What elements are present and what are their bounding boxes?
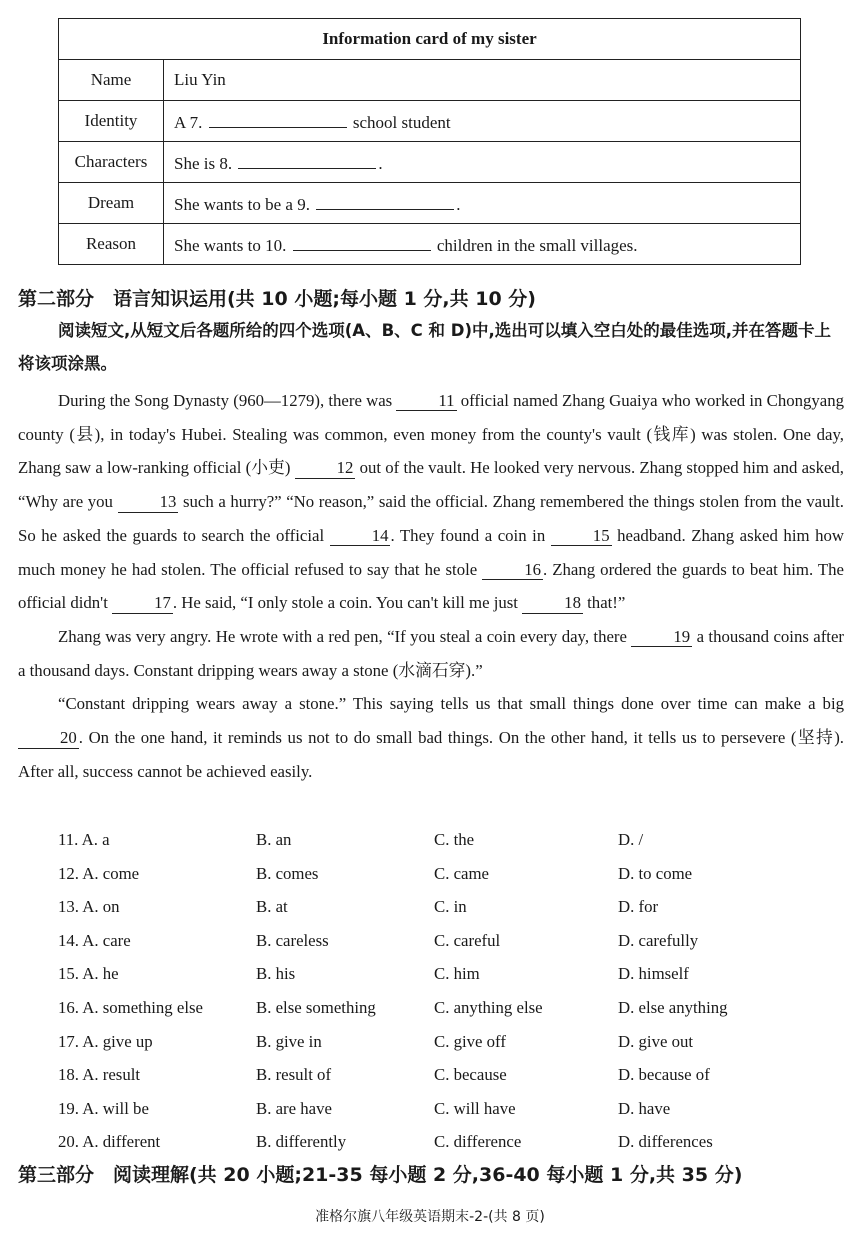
question-options-row <box>58 857 728 891</box>
option-d[interactable]: D. to come <box>618 863 693 883</box>
option-b[interactable]: B. are have <box>256 1098 332 1118</box>
info-card-table <box>58 18 801 265</box>
option-d[interactable]: D. for <box>618 897 659 917</box>
info-card-row <box>59 101 801 142</box>
option-b[interactable]: B. give in <box>256 1031 322 1051</box>
option-a[interactable]: 14. A. care <box>58 930 131 950</box>
answer-blank-10[interactable] <box>293 233 431 251</box>
row-value: She is 8. . <box>164 142 801 183</box>
question-options-row <box>58 924 728 958</box>
answer-blank-9[interactable] <box>316 192 454 210</box>
row-value: Liu Yin <box>164 60 801 101</box>
passage-paragraph: During the Song Dynasty (960—1279), there was 11 official named Zhang Guaiya who worked in Chongyang county (县), in today's Hubei. Stealing was common, even money from the county's vault (钱库) was stolen. One day, Zhang saw a low-ranking official (小吏) 12 out of the vault. He looked very nervous. Zhang stopped him and asked, “Why are you 13 such a hurry?” “No reason,” said the official. Zhang remembered the things stolen from the vault. So he asked the guards to search the official 14 . They found a coin in 15 headband. Zhang asked him how much money he had stolen. The official refused to say that he stole 16 . Zhang ordered the guards to beat him. The official didn't 17 . He said, “I only stole a coin. You can't kill me just 18 that!” <box>18 391 845 613</box>
option-c[interactable]: C. in <box>434 897 467 917</box>
blank-number[interactable]: 13 <box>118 493 179 512</box>
row-label: Name <box>59 60 164 101</box>
option-a[interactable]: 18. A. result <box>58 1065 141 1085</box>
row-value: She wants to be a 9. . <box>164 183 801 224</box>
blank-number[interactable]: 17 <box>112 594 173 613</box>
blank-number[interactable]: 11 <box>396 392 456 411</box>
option-c[interactable]: C. anything else <box>434 997 543 1017</box>
option-d[interactable]: D. himself <box>618 964 689 984</box>
option-b[interactable]: B. result of <box>256 1065 332 1085</box>
blank-number[interactable]: 15 <box>551 527 612 546</box>
option-a[interactable]: 11. A. a <box>58 830 110 849</box>
answer-blank-8[interactable] <box>238 151 376 169</box>
passage-paragraph: Zhang was very angry. He wrote with a red pen, “If you steal a coin every day, there 19 a thousand coins after a thousand days. Constant dripping wears away a stone (水滴石穿).” <box>18 626 845 680</box>
answer-blank-7[interactable] <box>209 110 347 128</box>
question-options-row <box>58 823 728 857</box>
option-a[interactable]: 12. A. come <box>58 863 140 883</box>
row-label: Dream <box>59 183 164 224</box>
question-options-row <box>58 957 728 991</box>
cloze-passage <box>18 384 844 788</box>
blank-number[interactable]: 14 <box>330 527 391 546</box>
option-a[interactable]: 20. A. different <box>58 1132 161 1152</box>
info-card-title: Information card of my sister <box>59 19 801 60</box>
row-label: Identity <box>59 101 164 142</box>
blank-number[interactable]: 19 <box>631 628 692 647</box>
option-b[interactable]: B. comes <box>256 863 319 883</box>
option-d[interactable]: D. have <box>618 1098 671 1118</box>
option-b[interactable]: B. his <box>256 964 296 984</box>
option-c[interactable]: C. give off <box>434 1031 506 1051</box>
passage-paragraph: “Constant dripping wears away a stone.” This saying tells us that small things done over time can make a big 20 . On the one hand, it reminds us not to do small bad things. On the other hand, it tells us to persevere (坚持). After all, success cannot be achieved easily. <box>18 694 844 781</box>
page-footer: 准格尔旗八年级英语期末-2-(共 8 页) <box>315 1209 545 1225</box>
row-value: A 7. school student <box>164 101 801 142</box>
info-card-row <box>59 142 801 183</box>
option-c[interactable]: C. came <box>434 863 489 883</box>
option-b[interactable]: B. at <box>256 897 288 917</box>
blank-number[interactable]: 12 <box>295 459 356 478</box>
option-d[interactable]: D. / <box>618 830 644 849</box>
question-options-row <box>58 1058 728 1092</box>
option-a[interactable]: 16. A. something else <box>58 997 203 1017</box>
info-card-row <box>59 60 801 101</box>
part3-heading: 第三部分 阅读理解(共 20 小题;21-35 每小题 2 分,36-40 每小题 1 分,共 35 分) <box>18 1164 743 1186</box>
option-b[interactable]: B. an <box>256 830 292 849</box>
option-c[interactable]: C. him <box>434 964 480 984</box>
option-a[interactable]: 15. A. he <box>58 964 119 984</box>
option-d[interactable]: D. differences <box>618 1132 713 1152</box>
info-card-row <box>59 183 801 224</box>
part2-heading: 第二部分 语言知识运用(共 10 小题;每小题 1 分,共 10 分) <box>18 288 536 310</box>
option-c[interactable]: C. difference <box>434 1132 522 1152</box>
answer-options <box>58 823 728 1159</box>
question-options-row <box>58 1025 728 1059</box>
option-d[interactable]: D. give out <box>618 1031 694 1051</box>
option-c[interactable]: C. careful <box>434 930 501 950</box>
row-label: Reason <box>59 224 164 265</box>
option-a[interactable]: 17. A. give up <box>58 1031 153 1051</box>
blank-number[interactable]: 16 <box>482 561 543 580</box>
row-label: Characters <box>59 142 164 183</box>
option-c[interactable]: C. will have <box>434 1098 516 1118</box>
option-d[interactable]: D. carefully <box>618 930 699 950</box>
blank-number[interactable]: 20 <box>18 729 79 748</box>
option-c[interactable]: C. the <box>434 830 475 849</box>
blank-number[interactable]: 18 <box>522 594 583 613</box>
info-card-row <box>59 224 801 265</box>
question-options-row <box>58 991 728 1025</box>
option-b[interactable]: B. else something <box>256 997 376 1017</box>
option-c[interactable]: C. because <box>434 1065 507 1085</box>
option-a[interactable]: 19. A. will be <box>58 1098 149 1118</box>
part2-instruction: 阅读短文,从短文后各题所给的四个选项(A、B、C 和 D)中,选出可以填入空白处的最佳选项,并在答题卡上将该项涂黑。 <box>18 321 832 373</box>
option-d[interactable]: D. else anything <box>618 997 728 1017</box>
question-options-row <box>58 890 728 924</box>
row-value: She wants to 10. children in the small villages. <box>164 224 801 265</box>
question-options-row <box>58 1125 728 1159</box>
option-d[interactable]: D. because of <box>618 1065 710 1085</box>
option-b[interactable]: B. careless <box>256 930 329 950</box>
option-b[interactable]: B. differently <box>256 1132 347 1152</box>
question-options-row <box>58 1092 728 1126</box>
option-a[interactable]: 13. A. on <box>58 897 120 917</box>
